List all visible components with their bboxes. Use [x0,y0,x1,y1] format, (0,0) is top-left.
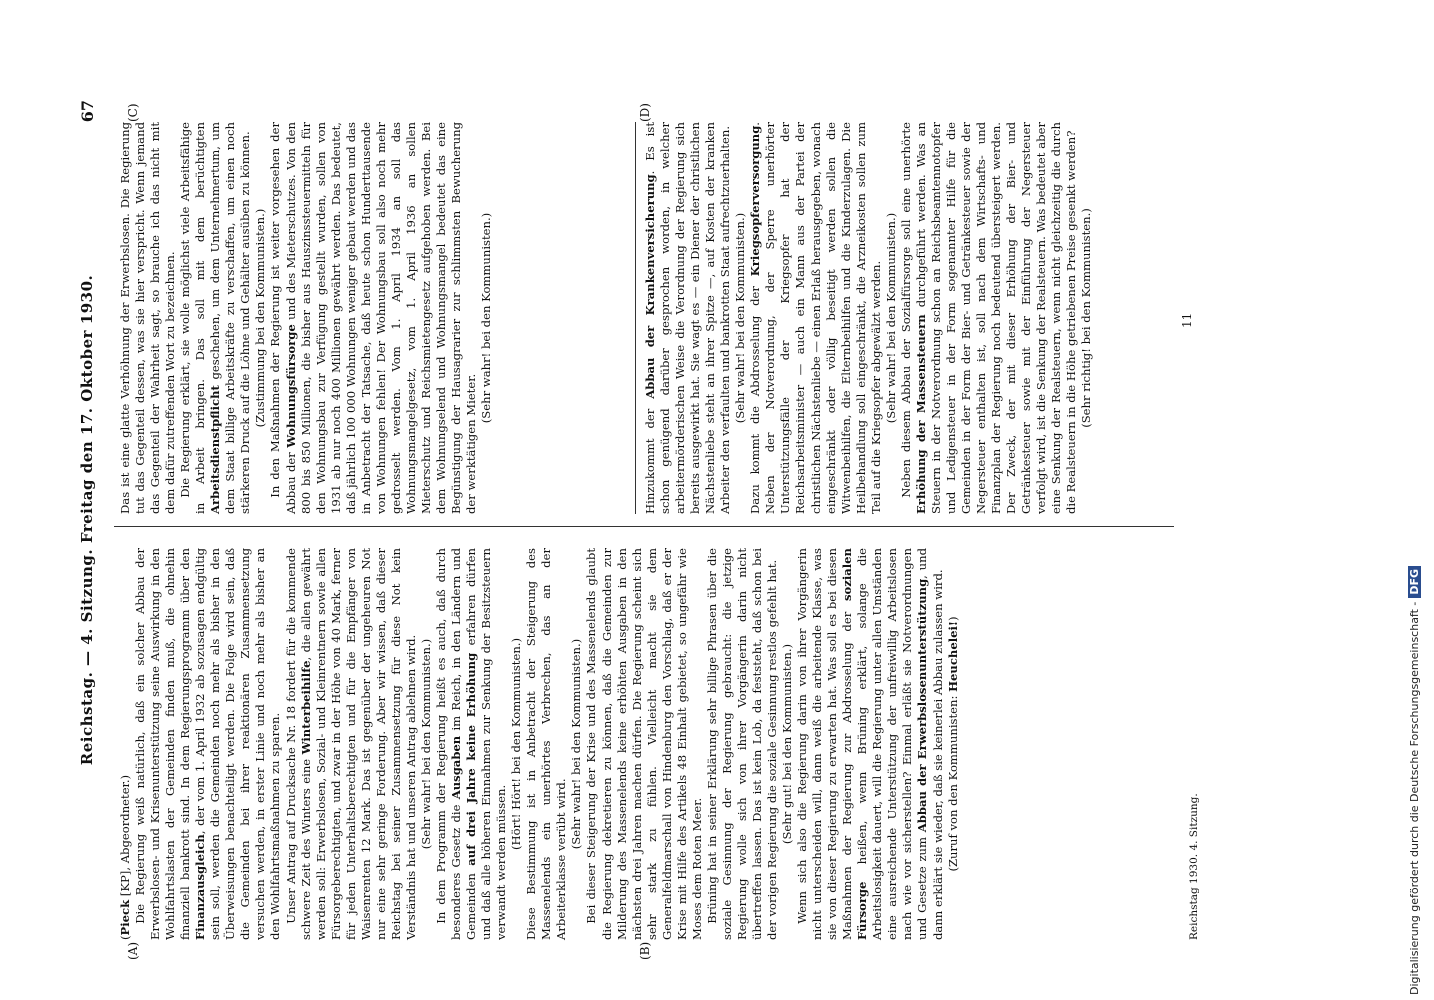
paragraph: Hinzukommt der Abbau der Krankenversicherung. Es ist schon genügend darüber gesprochen worden, in welcher arbeitermörderischen Weise die Verordnung der Regierung sich bereits ausgewirkt hat. Sie wagt es — ein Diener der christlichen Nächstenliebe steht an ihrer Spitze —, auf Kosten der kranken Arbeiter den verfaulten und bankrotten Staat aufrechtzuerhalten. [643,122,733,514]
paragraph: Diese Bestimmung ist in Anbetracht der Steigerung des Massenelends ein unerhörtes Verbrechen, das an der Arbeiterklasse verübt wird. [524,548,569,940]
interjection: (Zustimmung bei den Kommunisten.) [253,208,268,428]
paragraph: Dazu kommt die Abdrosselung der Kriegsopferversorgung. Neben der Notverordnung, der Sperre unerhörter Unterstützungsfälle der Kriegsopfer hat der Reichsarbeitsminister — auch ein Mann aus der Partei der christlichen Nächstenliebe — einen Erlaß herausgegeben, wonach eingeschränkt oder völlig beseitigt werden sollen die Witwenbeihilfen, die Elternbeihilfen und die Kinderzulagen. Die Heilbehandlung soll eingeschränkt, die Arzneikosten sollen zum Teil auf die Kriegsopfer abgewälzt werden. [748,122,883,514]
left-column [118,548,961,940]
paragraph: Die Regierung erklärt, sie wolle möglichst viele Arbeitsfähige in Arbeit bringen. Das soll mit dem berüchtigten Arbeitsdienstpflicht geschehen, um dem Unternehmertum, um dem Staat billige Arbeitskräfte zu verschaffen, um einen noch stärkeren Druck auf die Löhne und Gehälter ausüben zu können. [178,122,253,514]
interjection: (Sehr gut! bei den Kommunisten.) [780,643,795,845]
interjection: (Sehr wahr! bei den Kommunisten.) [479,212,494,424]
dfg-logo: DFG [1408,566,1421,598]
section-separator [635,122,636,514]
digitization-credit [1408,15,1428,995]
header-title: Reichstag. — 4. Sitzung. Freitag den 17. Oktober 1930. [78,274,96,766]
margin-marker-b: (B) [638,941,652,960]
paragraph: (Pieck [KP], Abgeordneter.) [118,774,132,940]
interjection: (Sehr wahr! bei den Kommunisten.) [733,212,748,424]
paragraph: Brüning hat in seiner Erklärung sehr billige Phrasen über die soziale Gesinnung der Regierung gebraucht: die jetzige Regierung wolle sich von ihrer Vorgängerin darin nicht übertreffen lassen. Das ist kein Lob, da feststeht, daß schon bei der vorigen Regierung die soziale Gesinnung restlos gefehlt hat. [704,548,780,940]
paragraph: In den Maßnahmen der Regierung ist weiter vorgesehen der Abbau der Wohnungsfürsorge und des Mieterschutzes. Von den 800 bis 850 Millionen, die bisher aus Hauszinssteuermitteln für den Wohnungsbau zur Verfügung gestellt wurden, sollen von 1931 ab nur noch 400 Millionen gewährt werden. Das bedeutet, daß jährlich 100 000 Wohnungen weniger gebaut werden und das in Anbetracht der Tatsache, daß heute schon Hunderttausende von Wohnungen fehlen! Der Wohnungsbau soll also noch mehr gedrosselt werden. Vom 1. April 1934 an soll das Wohnungsmangelgesetz, vom 1. April 1936 an sollen Mieterschutz und Reichsmietengesetz aufgehoben werden. Bei dem Wohnungselend und Wohnungsmangel bedeutet das eine Begünstigung der Hausagrarier zur schlimmsten Bewucherung der werktätigen Mieter. [268,122,479,514]
paragraph: In dem Programm der Regierung heißt es auch, daß durch besonderes Gesetz die Ausgaben im Reich, in den Ländern und Gemeinden auf drei Jahre keine Erhöhung erfahren dürfen und daß alle höheren Einnahmen zur Senkung der Besitzsteuern verwandt werden müssen. [433,548,509,940]
paragraph: Bei dieser Steigerung der Krise und des Massenelends glaubt die Regierung dekretieren zu können, daß die Gemeinden zur Milderung des Massenelends keine erhöhten Ausgaben in den nächsten drei Jahren machen dürfen. Die Regierung scheint sich sehr stark zu fühlen. Vielleicht macht sie dem Generalfeldmarschall von Hindenburg den Vorschlag, daß er der Krise mit Hilfe des Artikels 48 Einhalt gebietet, so ungefähr wie Moses dem Roten Meer. [584,548,704,940]
interjection: (Sehr wahr! bei den Kommunisten.) [418,638,433,850]
interjection: (Sehr wahr! bei den Kommunisten.) [883,212,898,424]
interjection: (Sehr wahr! bei den Kommunisten.) [569,638,584,850]
paragraph: Das ist eine glatte Verhöhnung der Erwerbslosen. Die Regierung tut das Gegenteil dessen, was sie hier verspricht. Wenn jemand das Gegenteil der Wahrheit sagt, so brauche ich das nicht mit dem dafür zutreffenden Wort zu bezeichnen. [118,122,178,514]
right-column-top [118,122,494,514]
paragraph: Die Regierung weiß natürlich, daß ein solcher Abbau der Erwerbslosen- und Krisenunterstützung seine Auswirkung in den Wohlfahrtslasten der Gemeinden finden muß, die ohnehin finanziell bankrott sind. In dem Regierungsprogramm über den Finanzausgleich, der vom 1. April 1932 ab sozusagen endgültig sein soll, werden die Gemeinden noch mehr als bisher in den Überweisungen benachteiligt werden. Die Folge wird sein, daß die Gemeinden bei ihrer reaktionären Zusammensetzung versuchen werden, in erster Linie und noch mehr als bisher an den Wohlfahrtsmaßnahmen zu sparen. [133,548,283,940]
page-number: 67 [78,100,97,123]
interjection: (Hört! Hört! bei den Kommunisten.) [509,638,524,851]
page-header [78,100,108,940]
sheet-folio: 11 [1180,312,1194,328]
page-footer: Reichstag 1930. 4. Sitzung. [1188,793,1200,940]
right-column-bottom [643,122,1094,514]
column-rule [114,526,1174,527]
interjection: (Sehr richtig! bei den Kommunisten.) [1079,208,1094,428]
credit-text: Digitalisierung gefördert durch die Deutsche Forschungsgemeinschaft - [1408,601,1421,995]
margin-marker-a: (A) [126,941,140,960]
paragraph: Wenn sich also die Regierung darin von ihrer Vorgängerin nicht unterscheiden will, dann weiß die arbeitende Klasse, was sie von dieser Regierung zu erwarten hat. Was soll es bei diesen Maßnahmen der Regierung zur Abdrosselung der sozialen Fürsorge heißen, wenn Brüning erklärt, solange die Arbeitslosigkeit dauert, will die Regierung unter allen Umständen eine ausreichende Unterstützung der unfreiwillig Arbeitslosen nach wie vor sicherstellen? Einmal erläßt sie Notverordnungen und Gesetze zum Abbau der Erwerbslosenunterstützung, und dann erklärt sie wieder, daß sie keinerlei Abbau zulassen wird. [795,548,945,940]
paragraph: Unser Antrag auf Drucksache Nr. 18 fordert für die kommende schwere Zeit des Winters eine Winterbeihilfe, die allen gewährt werden soll: Erwerbslosen, Sozial- und Kleinrentnern sowie allen Fürsorgeberechtigten, und zwar in der Höhe von 40 Mark, ferner für jeden Unterhaltsberechtigten und für die Empfänger von Waisenrenten 12 Mark. Das ist gegenüber der ungeheuren Not nur eine sehr geringe Forderung. Aber wir wissen, daß dieser Reichstag bei seiner Zusammensetzung für diese Not kein Verständnis hat und unseren Antrag ablehnen wird. [283,548,418,940]
margin-marker-d: (D) [638,103,652,122]
paragraph: Neben diesem Abbau der Sozialfürsorge soll eine unerhörte Erhöhung der Massensteuern durchgeführt werden. Was an Steuern in der Notverordnung schon an Reichsbeamtennotopfer und Ledigensteuer in der Form sogenannter Hilfe für die Gemeinden in der Form der Bier- und Getränkesteuer sowie der Negersteuer enthalten ist, soll nach dem Wirtschafts- und Finanzplan der Regierung noch bedeutend übersteigert werden. Der Zweck, der mit dieser Erhöhung der Bier- und Getränkesteuer sowie mit der Einführung der Negersteuer verfolgt wird, ist die Senkung der Realsteuern. Was bedeutet aber eine Senkung der Realsteuern, wenn nicht gleichzeitig die durch die Realsteuern in die Höhe getriebenen Preise gesenkt werden? [898,122,1079,514]
rotated-page [78,100,1358,960]
margin-marker-c: (C) [126,103,140,122]
interjection: (Zuruf von den Kommunisten: Heuchelei!) [945,616,960,872]
